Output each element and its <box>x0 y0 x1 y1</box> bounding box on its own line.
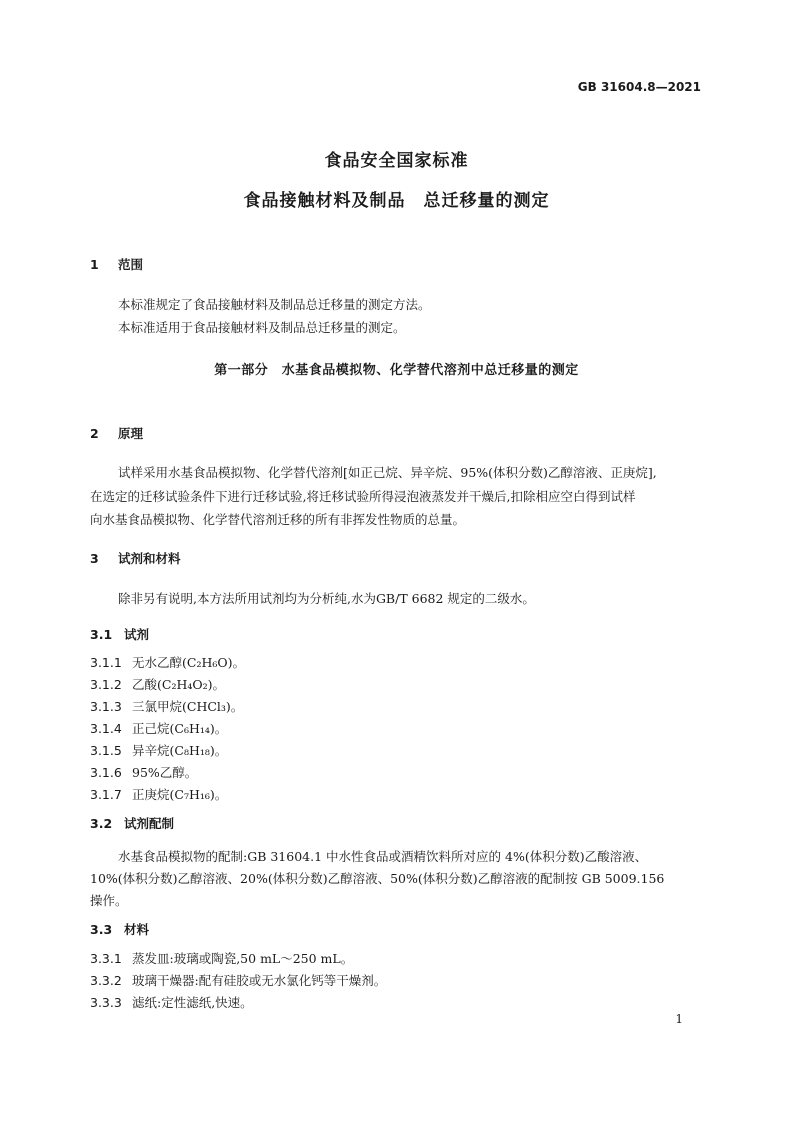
list-item: 3.1.6 95%乙醇。 <box>90 765 198 780</box>
section-number: 1 <box>90 257 99 272</box>
section-3-3-heading <box>90 920 149 938</box>
section-1-heading <box>90 255 143 273</box>
section-number: 3.2 <box>90 816 113 831</box>
list-item: 3.1.3 三氯甲烷(CHCl₃)。 <box>90 699 244 714</box>
scope-paragraph-2: 本标准适用于食品接触材料及制品总迁移量的测定。 <box>118 320 406 335</box>
list-item: 3.1.4 正己烷(C₆H₁₄)。 <box>90 721 228 736</box>
principle-line-1: 试样采用水基食品模拟物、化学替代溶剂[如正己烷、异辛烷、95%(体积分数)乙醇溶液、正庚烷], <box>118 465 657 480</box>
section-title: 材料 <box>124 922 150 937</box>
preparation-line-3: 操作。 <box>90 893 128 908</box>
list-item: 3.3.1 蒸发皿:玻璃或陶瓷,50 mL～250 mL。 <box>90 951 354 966</box>
section-number: 2 <box>90 426 99 441</box>
section-title: 试剂和材料 <box>118 551 181 566</box>
part-1-title: 第一部分 水基食品模拟物、化学替代溶剂中总迁移量的测定 <box>214 363 579 378</box>
section-2-heading <box>90 424 143 442</box>
principle-line-3: 向水基食品模拟物、化学替代溶剂迁移的所有非挥发性物质的总量。 <box>90 512 466 527</box>
preparation-line-2: 10%(体积分数)乙醇溶液、20%(体积分数)乙醇溶液、50%(体积分数)乙醇溶液的配制按 GB 5009.156 <box>90 871 665 886</box>
list-item: 3.1.2 乙酸(C₂H₄O₂)。 <box>90 677 225 692</box>
section-3-1-heading <box>90 625 149 643</box>
section-title: 范围 <box>118 257 144 272</box>
list-item: 3.1.5 异辛烷(C₈H₁₈)。 <box>90 743 228 758</box>
section-title: 试剂 <box>124 627 150 642</box>
list-item: 3.3.3 滤纸:定性滤纸,快速。 <box>90 995 253 1010</box>
document-subtitle: 食品接触材料及制品 总迁移量的测定 <box>243 191 550 211</box>
section-number: 3.3 <box>90 922 113 937</box>
section-number: 3.1 <box>90 627 113 642</box>
reagents-intro: 除非另有说明,本方法所用试剂均为分析纯,水为GB/T 6682 规定的二级水。 <box>118 591 535 606</box>
standard-number: GB 31604.8—2021 <box>577 80 701 94</box>
section-title: 原理 <box>118 426 144 441</box>
section-3-heading <box>90 549 181 567</box>
document-title: 食品安全国家标准 <box>324 151 469 171</box>
list-item: 3.3.2 玻璃干燥器:配有硅胶或无水氯化钙等干燥剂。 <box>90 973 387 988</box>
section-title: 试剂配制 <box>124 816 175 831</box>
principle-line-2: 在选定的迁移试验条件下进行迁移试验,将迁移试验所得浸泡液蒸发并干燥后,扣除相应空白得到试样 <box>90 489 636 504</box>
list-item: 3.1.1 无水乙醇(C₂H₆O)。 <box>90 655 245 670</box>
scope-paragraph-1: 本标准规定了食品接触材料及制品总迁移量的测定方法。 <box>118 297 431 312</box>
page-number: 1 <box>675 1012 683 1026</box>
preparation-line-1: 水基食品模拟物的配制:GB 31604.1 中水性食品或酒精饮料所对应的 4%(体积分数)乙酸溶液、 <box>118 849 648 864</box>
list-item: 3.1.7 正庚烷(C₇H₁₆)。 <box>90 787 228 802</box>
section-3-2-heading <box>90 814 174 832</box>
section-number: 3 <box>90 551 99 566</box>
